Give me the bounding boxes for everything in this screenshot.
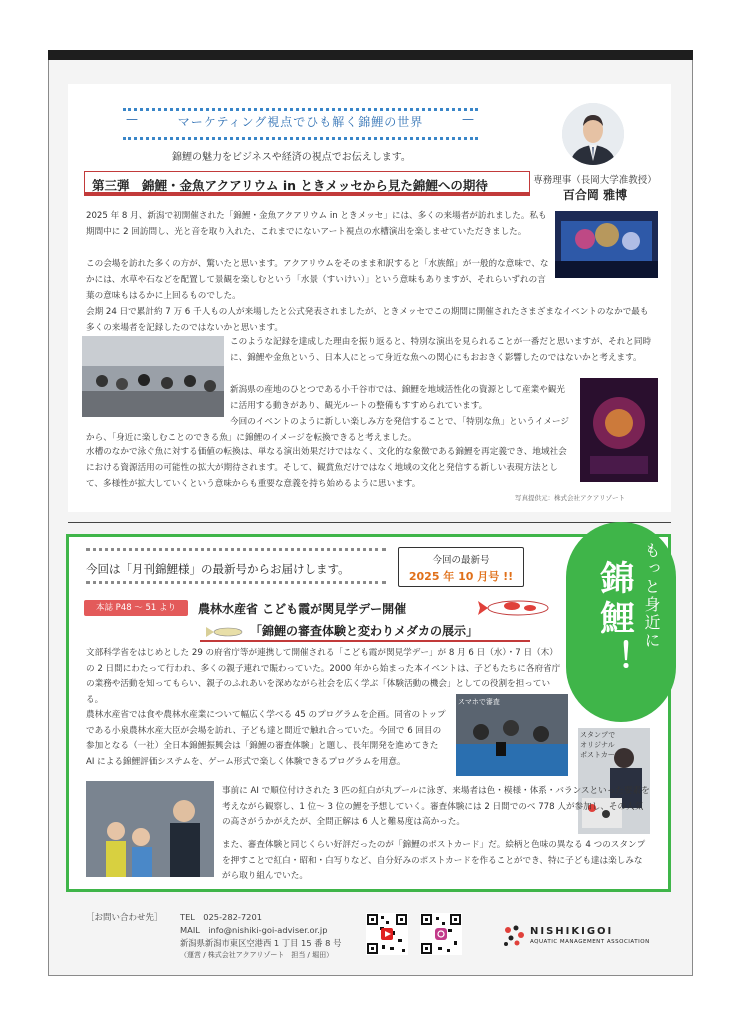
story-title-2: 「錦鯉の審査体験と変わりメダカの展示」 (250, 624, 479, 638)
aquarium-photo (555, 211, 658, 278)
section-divider (68, 522, 671, 523)
article-title: 第三弾 錦鯉・金魚アクアリウム in ときメッセから見た錦鯉への期待 (92, 178, 488, 193)
headline-dots-top (86, 548, 386, 551)
exhibit-photo (580, 378, 658, 482)
photo-caption-stamp (580, 730, 622, 760)
article-paragraph-4: このような記録を達成した理由を振り返ると、特別な演出を見られることが一番だと思いますが、それと同時に、錦鯉や金魚という、日本人にとって身近な魚への関心にもおおきく影響したのではないかと考えます。 (230, 337, 652, 363)
badge-text-line2: 錦鯉！ (594, 560, 634, 680)
photo-caption-stamp-2: オリジナル (580, 741, 615, 749)
series-dash-right: — (462, 112, 474, 126)
article-paragraph-5: 新潟県の産地のひとつである小千谷市では、錦鯉を地域活性化の資源として産業や観光に活用する動きがあり、観光ルートの整備もすすめられています。 (230, 385, 565, 411)
story-paragraph-4: また、審査体験と同じくらい好評だったのが「錦鯉のポストカード」だ。絵柄と色味の異なる 4 つのスタンプを押すことで紅白・昭和・白写りなど、自分好みのポストカードを作ることができ、特に子ども達は楽しみながら取り組んでいた。 (222, 840, 646, 881)
series-dash-left: — (126, 112, 138, 126)
series-banner (123, 108, 478, 140)
latest-issue-box (398, 547, 524, 587)
story-paragraph-1: 文部科学省をはじめとした 29 の府省庁等が連携して開催される「こども霞が関見学デー」が 8 月 6 日（水）・7 日（木）の 2 日間にわたって行われ、多くの親子連れで賑わっていた。2000 年から始まった本イベントは、子どもたちに各府省庁の業務や活動を知ってもらい、親子のふれあいを深めながら社会を広く学ぶ「体験活動の機会」としての役割を担っている。 (86, 648, 561, 705)
photo-caption-stamp-3: ポストカード (580, 751, 622, 759)
story-paragraph-2: 農林水産省では食や農林水産業について幅広く学べる 45 のプログラムを企画。同省のトップである小泉農林水産大臣が会場を訪れ、子ども達と間近で触れ合っていた。今回で 6 回目の参加となる（一社）全日本錦鯉振興会は「錦鯉の審査体験」と題し、長年開発を進めてきた AI による錦鯉評価システムを、ゲーム形式で楽しく体験できるプログラムを用意。 (86, 710, 446, 767)
story-title-1: 農林水産省 こども霞が関見学デー開催 (198, 602, 407, 616)
nishikigoi-logo-icon (502, 924, 526, 952)
contact-address: 新潟県新潟市東区空港西 1 丁目 15 番 8 号 (180, 938, 342, 948)
page-ref-badge: 本誌 P48 ～ 51 より (84, 600, 188, 616)
story-paragraph-3: 事前に AI で順位付けされた 3 匹の紅白が丸プールに泳ぎ、来場者は色・模様・体系・バランスといった要素を考えながら観察し、1 位～ 3 位の鯉を予想していく。審査体験には 2 日間でのべ 778 人が参加し、その人気の高さがうかがえたが、全問正解は 6 人と難易度は高かった。 (222, 786, 650, 827)
logo-wordmark: NISHIKIGOI (530, 926, 614, 937)
top-bar (48, 50, 693, 60)
story-title-underline (200, 640, 530, 642)
headline-dots-bottom (86, 581, 386, 584)
article-paragraph-7: 水槽のなかで泳ぐ魚に対する価値の転換は、単なる演出効果だけではなく、文化的な象徴である錦鯉を再定義でき、地域社会における資源活用の可能性の拡大が期待されます。そして、観賞魚だけではなく地域の文化と発信する新しい表現方法として、多様性が拡大していくという意味からも重要な意義を持ち始めるように思います。 (86, 447, 567, 489)
instagram-qr-code[interactable] (420, 913, 462, 955)
photo-credit: 写真提供元：株式会社アクアリゾート (515, 494, 626, 502)
series-title: マーケティング視点でひも解く錦鯉の世界 (177, 115, 424, 129)
photo-caption-stamp-1: スタンプで (580, 731, 616, 739)
medaka-illustration (206, 624, 248, 643)
contact-mail: MAIL info@nishiki-goi-adviser.or.jp (180, 925, 328, 935)
author-photo (562, 103, 624, 165)
photo-caption-phone: スマホで審査 (458, 698, 500, 706)
article-paragraph-6: 今回のイベントのように新しい楽しみ方を発信することで、「特別な魚」というイメージから、「身近に楽しむことのできる魚」に錦鯉のイメージを転換できると考えました。 (86, 417, 570, 443)
contact-label: ［お問い合わせ先］ (86, 913, 163, 923)
latest-issue-number: 2025 年 10 月号 !! (408, 570, 514, 583)
section-headline: 今回は「月刊錦鯉様」の最新号からお届けします。 (86, 562, 350, 576)
latest-issue-label: 今回の最新号 (432, 555, 490, 566)
author-role: 専務理事（長岡大学准教授） (533, 175, 657, 186)
smartphone-judging-photo (456, 694, 568, 776)
contact-tel: TEL 025-282-7201 (180, 912, 263, 922)
koi-illustration (478, 596, 558, 624)
crowd-photo (82, 336, 224, 417)
author-name: 百合岡 雅博 (562, 188, 628, 202)
youtube-qr-code[interactable] (366, 913, 408, 955)
badge-text-line1: もっと身近に (642, 542, 661, 650)
article-paragraph-2: この会場を訪れた多くの方が、驚いたと思います。アクアリウムをそのまま和訳すると「水族館」が一般的な意味で、なかには、水草や石などを配置して景観を楽しむという「水景（すいけい）」という意味もありますが、それらいずれの言葉の意味もはるかに上回るものでした。 (86, 259, 549, 301)
column-subtitle: 錦鯉の魅力をビジネスや経済の視点でお伝えします。 (172, 152, 411, 163)
logo-subtitle: AQUATIC MANAGEMENT ASSOCIATION (530, 939, 650, 945)
minister-photo (86, 781, 214, 877)
contact-operator: （運営 / 株式会社アクアリゾート 担当 / 堀田） (180, 951, 334, 959)
article-paragraph-1: 2025 年 8 月、新潟で初開催された「錦鯉・金魚アクアリウム in ときメッセ」には、多くの来場者が訪れました。私も期間中に 2 回訪問し、光と音を取り入れた、これまでにないアート視点の水槽演出を楽しませていただきました。 (86, 211, 547, 237)
article-paragraph-3: 会期 24 日で累計約 7 万 6 千人もの人が来場したと公式発表されましたが、ときメッセでこの期間に開催されたさまざまなイベントのなかで最も多くの来場者を記録したのではないかと思います。 (86, 307, 649, 333)
